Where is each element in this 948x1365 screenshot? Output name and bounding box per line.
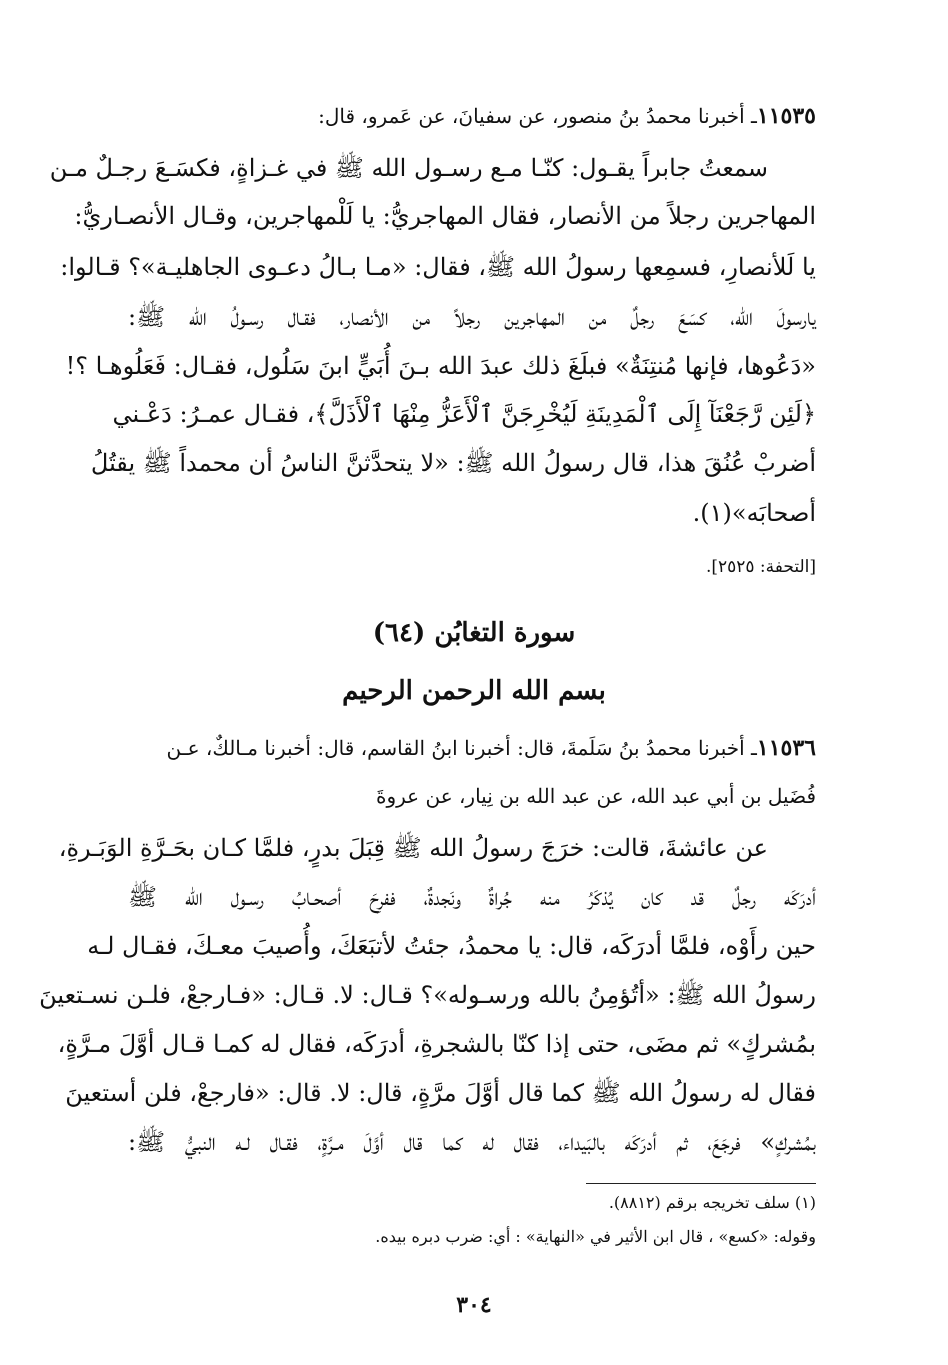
hadith-1535-line-1: سمعتُ جابراً يقـول: كنّـا مـع رسـول الله ﷺ في غـزاةٍ، فكسَـعَ رجـلٌ مـن bbox=[49, 154, 768, 182]
hadith-1536-line-4: رسولُ الله ﷺ: «أتُؤمِنُ بالله ورسـوله»؟ قـال: لا. قـال: «فـارجعْ، فلـن نسـتعينَ bbox=[39, 981, 816, 1009]
hadith-isnad: ـ أخبرنا محمدُ بنُ سَلَمةَ، قال: أخبرنا ابنُ القاسم، قال: أخبرنا مـالكٌ، عـن bbox=[166, 736, 757, 760]
hadith-1536-header bbox=[126, 735, 816, 761]
quran-verse-line: ﴿لَئِن رَّجَعْنَآ إِلَى ٱلْمَدِينَةِ لَيُخْرِجَنَّ ٱلْأَعَزُّ مِنْهَا ٱلْأَذَلَّ﴾، فقـال عمـرُ: دَعْـني bbox=[112, 400, 816, 428]
footnote-1: (١) سلف تخريجه برقم (٨٨١٢). bbox=[608, 1193, 816, 1212]
hadith-1536-line-1: عن عائشةَ، قالت: خرَجَ رسولُ الله ﷺ قِبَلَ بدرٍ، فلمَّا كـان بحَـرَّةِ الوَبَـرةِ، bbox=[58, 834, 768, 862]
hadith-1535-line-3: يا لَلأنصارِ، فسمِعها رسولُ الله ﷺ، فقال: «مـا بـالُ دعـوى الجاهليـة»؟ قـالوا: bbox=[60, 253, 816, 281]
footnote-divider bbox=[586, 1183, 816, 1184]
hadith-1536-line-7: بمُشركٍ» فرجَعَ، ثم أدرَكَه بالبَيداء، فقال له كما قال أوَّلَ مـرَّةٍ، فقـال لـه النبيُّ ﷺ: bbox=[128, 1128, 816, 1156]
hadith-1536-line-2: أدرَكَه رجلٌ قد كان يُذكَرُ منه جُراةٌ ونَجدةٌ، ففرِحَ أصحـابُ رسـول الله ﷺ bbox=[128, 883, 816, 911]
hadith-1535-line-4: يارسولَ الله، كسَعَ رجلٌ من المهاجرين رجلاً من الأنصار، فقـال رسـولُ الله ﷺ: bbox=[128, 303, 816, 331]
hadith-1536-line-3: حين رأَوْه، فلمَّا أدرَكَه، قال: يا محمدُ، جئتُ لأتبَعَكَ، وأُصيبَ معـكَ، فقـال لـه bbox=[87, 932, 816, 960]
hadith-isnad: ـ أخبرنا محمدُ بنُ منصور، عن سفيانَ، عن عَمرو، قال: bbox=[318, 104, 757, 128]
hadith-1535-line-5: «دَعُوها، فإنها مُنتِنَةٌ» فبلَغَ ذلك عبدَ الله بـنَ أُبَيٍّ ابنَ سَلُول، فقـال: فَعَلُوهـا ؟! bbox=[65, 352, 816, 380]
hadith-number: ١١٥٣٦ bbox=[756, 735, 816, 761]
hadith-1535-line-7: أضربْ عُنُقَ هذا، قال رسولُ الله ﷺ: «لا يتحدَّثنَّ الناسُ أن محمداً ﷺ يقتُلُ bbox=[90, 449, 816, 477]
basmala: بسم الله الرحمن الرحيم bbox=[342, 676, 606, 706]
hadith-1535-line-8: أصحابَه»(١). bbox=[692, 499, 816, 527]
tuhfa-reference: [التحفة: ٢٥٢٥]. bbox=[705, 557, 816, 577]
page-number: ٣٠٤ bbox=[456, 1292, 492, 1318]
hadith-1535-line-2: المهاجرين رجلاً من الأنصار، فقال المهاجريُّ: يا لَلْمهاجرين، وقـال الأنصـاريُّ: bbox=[74, 202, 816, 230]
hadith-1535-header bbox=[126, 103, 816, 129]
footnote-2: وقوله: «كسع» ، قال ابن الأثير في «النهاية» : أي: ضرب دبره بيده. bbox=[375, 1227, 816, 1246]
surah-title: سورة التغابُن (٦٤) bbox=[372, 618, 576, 648]
hadith-number: ١١٥٣٥ bbox=[756, 103, 816, 129]
hadith-1536-line-6: فقال له رسولُ الله ﷺ كما قال أوَّلَ مرَّةٍ، قال: لا. قال: «فارجعْ، فلن أستعينَ bbox=[65, 1079, 816, 1107]
hadith-1536-isnad-line-2: فُضَيل بن أبي عبد الله، عن عبد الله بن نِيار، عن عروةَ bbox=[376, 784, 816, 808]
hadith-1536-line-5: بمُشركٍ» ثم مضَى، حتى إذا كنّا بالشجرةِ، أدرَكَه، فقال له كمـا قـال أوَّلَ مـرَّةٍ، bbox=[57, 1030, 816, 1058]
